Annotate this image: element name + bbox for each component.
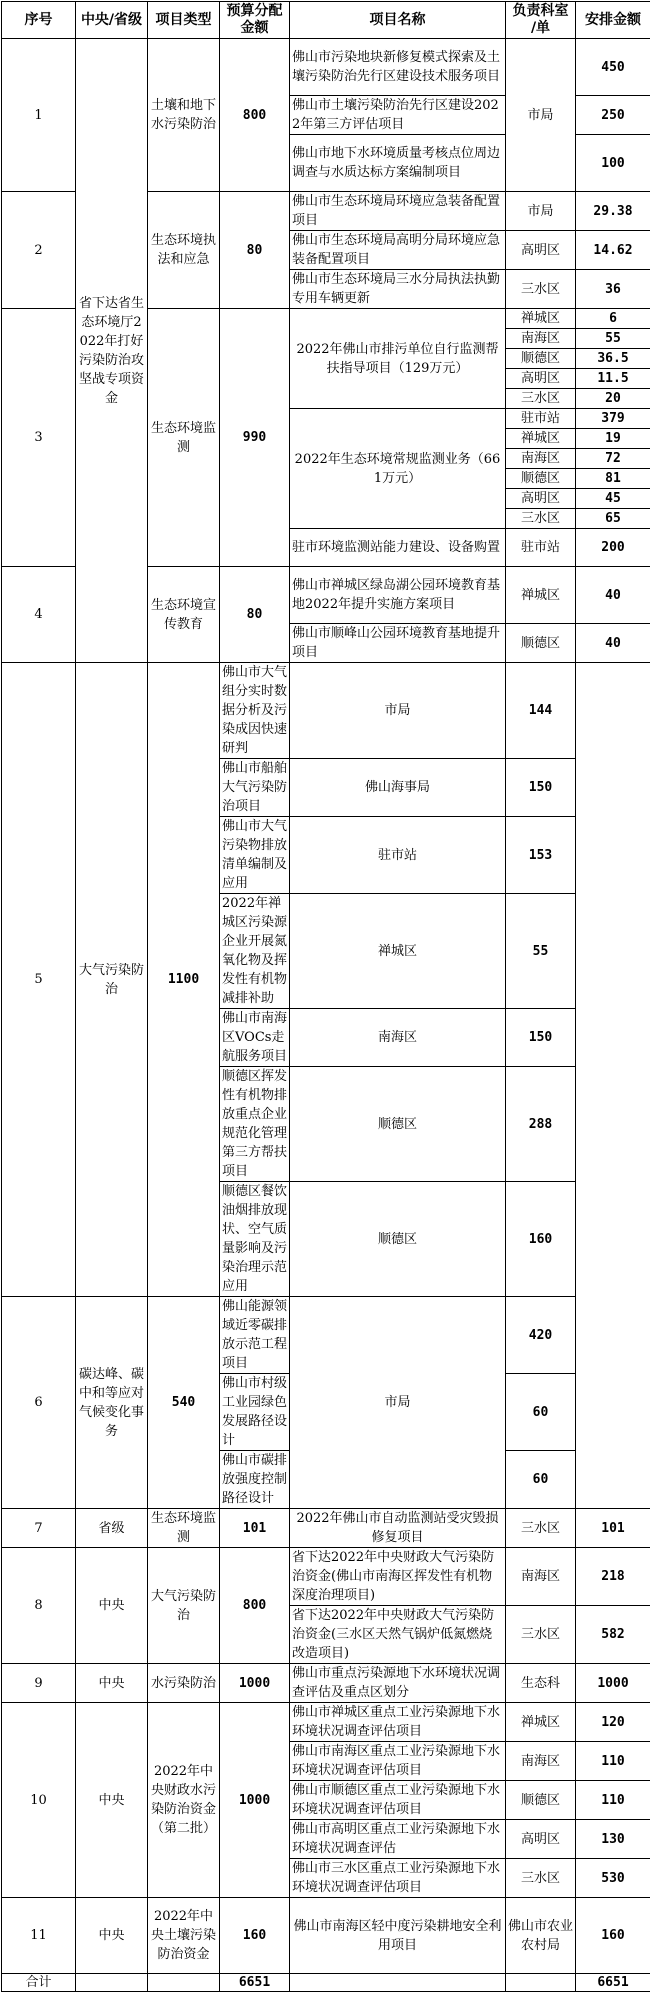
seq-cell: 2	[2, 192, 76, 309]
project-name: 2022年佛山市排污单位自行监测帮扶指导项目（129万元）	[290, 309, 506, 409]
seq-cell: 5	[2, 663, 76, 1297]
dept-cell: 驻市站	[290, 817, 506, 894]
dept-cell: 顺德区	[506, 624, 576, 663]
total-budget: 6651	[220, 1974, 290, 1992]
dept-cell: 顺德区	[290, 1182, 506, 1297]
amount-cell: 55	[506, 894, 576, 1009]
seq-cell: 6	[2, 1297, 76, 1509]
project-name: 省下达2022年中央财政大气污染防治资金(佛山市南海区挥发性有机物深度治理项目)	[290, 1548, 506, 1606]
seq-cell: 11	[2, 1898, 76, 1974]
dept-cell: 禅城区	[290, 894, 506, 1009]
project-name: 佛山市土壤污染防治先行区建设2022年第三方评估项目	[290, 96, 506, 135]
allocation-table	[1, 1, 650, 1992]
dept-cell: 生态科	[506, 1664, 576, 1703]
dept-cell: 南海区	[506, 329, 576, 349]
amount-cell: 530	[576, 1859, 650, 1898]
dept-cell: 禅城区	[506, 429, 576, 449]
project-name: 佛山市生态环境局环境应急装备配置项目	[290, 192, 506, 231]
seq-cell: 1	[2, 39, 76, 192]
table-row	[2, 1297, 650, 1374]
amount-cell: 150	[506, 1009, 576, 1067]
amount-cell: 160	[576, 1898, 650, 1974]
dept-cell: 高明区	[506, 489, 576, 509]
dept-cell: 驻市站	[506, 409, 576, 429]
total-empty-cell	[76, 1974, 148, 1992]
amount-cell: 144	[506, 663, 576, 759]
type-cell: 2022年中央土壤污染防治资金	[148, 1898, 220, 1974]
seq-cell: 7	[2, 1509, 76, 1548]
header-level: 中央/省级	[76, 2, 148, 39]
dept-cell: 三水区	[506, 1859, 576, 1898]
project-name: 佛山市顺德区重点工业污染源地下水环境状况调查评估项目	[290, 1781, 506, 1820]
project-name: 佛山市村级工业园绿色发展路径设计	[220, 1374, 290, 1451]
amount-cell: 36	[576, 270, 650, 309]
project-name: 佛山市污染地块新修复模式探索及土壤污染防治先行区建设技术服务项目	[290, 39, 506, 96]
total-empty-cell	[506, 1974, 576, 1992]
amount-cell: 6	[576, 309, 650, 329]
dept-cell: 顺德区	[506, 469, 576, 489]
header-amount: 安排金额	[576, 2, 650, 39]
header-row	[2, 2, 650, 39]
amount-cell: 19	[576, 429, 650, 449]
dept-cell: 市局	[290, 663, 506, 759]
dept-cell: 禅城区	[506, 1703, 576, 1742]
amount-cell: 110	[576, 1781, 650, 1820]
type-cell: 2022年中央财政水污染防治资金（第二批）	[148, 1703, 220, 1898]
amount-cell: 379	[576, 409, 650, 429]
dept-cell: 佛山市农业农村局	[506, 1898, 576, 1974]
project-name: 2022年生态环境常规监测业务（661万元）	[290, 409, 506, 529]
level-cell: 省级	[76, 1509, 148, 1548]
seq-cell: 9	[2, 1664, 76, 1703]
amount-cell: 20	[576, 389, 650, 409]
seq-cell: 3	[2, 309, 76, 567]
amount-cell: 153	[506, 817, 576, 894]
dept-cell: 顺德区	[506, 349, 576, 369]
table-row	[2, 1898, 650, 1974]
header-dept: 负责科室 /单	[506, 2, 576, 39]
dept-cell: 顺德区	[506, 1781, 576, 1820]
project-name: 佛山市禅城区绿岛湖公园环境教育基地2022年提升实施方案项目	[290, 567, 506, 624]
project-name: 佛山市生态环境局三水分局执法执勤专用车辆更新	[290, 270, 506, 309]
dept-cell: 南海区	[290, 1009, 506, 1067]
amount-cell: 60	[506, 1451, 576, 1509]
amount-cell: 81	[576, 469, 650, 489]
project-name: 佛山市禅城区重点工业污染源地下水环境状况调查评估项目	[290, 1703, 506, 1742]
amount-cell: 110	[576, 1742, 650, 1781]
dept-cell: 三水区	[506, 270, 576, 309]
table-row	[2, 1509, 650, 1548]
type-cell: 生态环境监测	[148, 1509, 220, 1548]
amount-cell: 450	[576, 39, 650, 96]
budget-cell: 160	[220, 1898, 290, 1974]
project-name: 2022年禅城区污染源企业开展氮氧化物及挥发性有机物减排补助	[220, 894, 290, 1009]
dept-cell: 三水区	[506, 1606, 576, 1664]
header-seq: 序号	[2, 2, 76, 39]
project-name: 省下达2022年中央财政大气污染防治资金(三水区天然气锅炉低氮燃烧改造项目)	[290, 1606, 506, 1664]
budget-cell: 80	[220, 192, 290, 309]
level-cell: 中央	[76, 1898, 148, 1974]
amount-cell: 40	[576, 624, 650, 663]
amount-cell: 130	[576, 1820, 650, 1859]
amount-cell: 45	[576, 489, 650, 509]
project-name: 佛山市南海区VOCs走航服务项目	[220, 1009, 290, 1067]
budget-cell: 990	[220, 309, 290, 567]
type-cell: 大气污染防治	[76, 663, 148, 1297]
project-name: 佛山市顺峰山公园环境教育基地提升项目	[290, 624, 506, 663]
total-empty-cell	[290, 1974, 506, 1992]
table-row	[2, 1664, 650, 1703]
dept-cell: 市局	[506, 192, 576, 231]
amount-cell: 65	[576, 509, 650, 529]
project-name: 顺德区餐饮油烟排放现状、空气质量影响及污染治理示范应用	[220, 1182, 290, 1297]
dept-cell: 三水区	[506, 389, 576, 409]
amount-cell: 582	[576, 1606, 650, 1664]
level-cell: 中央	[76, 1548, 148, 1664]
total-label: 合计	[2, 1974, 76, 1992]
budget-cell: 1000	[220, 1664, 290, 1703]
total-amount: 6651	[576, 1974, 650, 1992]
amount-cell: 100	[576, 135, 650, 192]
dept-cell: 高明区	[506, 231, 576, 270]
project-name: 佛山市重点污染源地下水环境状况调查评估及重点区划分	[290, 1664, 506, 1703]
level-cell: 中央	[76, 1703, 148, 1898]
type-cell: 大气污染防治	[148, 1548, 220, 1664]
type-cell: 水污染防治	[148, 1664, 220, 1703]
amount-cell: 420	[506, 1297, 576, 1374]
project-name: 2022年佛山市自动监测站受灾毁损修复项目	[290, 1509, 506, 1548]
dept-cell: 禅城区	[506, 309, 576, 329]
amount-cell: 1000	[576, 1664, 650, 1703]
dept-cell: 高明区	[506, 369, 576, 389]
budget-cell: 80	[220, 567, 290, 663]
dept-cell: 市局	[506, 39, 576, 192]
amount-cell: 120	[576, 1703, 650, 1742]
amount-cell: 218	[576, 1548, 650, 1606]
dept-cell: 高明区	[506, 1820, 576, 1859]
header-type: 项目类型	[148, 2, 220, 39]
type-cell: 生态环境宣传教育	[148, 567, 220, 663]
amount-cell: 60	[506, 1374, 576, 1451]
amount-cell: 14.62	[576, 231, 650, 270]
amount-cell: 11.5	[576, 369, 650, 389]
seq-cell: 8	[2, 1548, 76, 1664]
project-name: 佛山市生态环境局高明分局环境应急装备配置项目	[290, 231, 506, 270]
project-name: 佛山市大气组分实时数据分析及污染成因快速研判	[220, 663, 290, 759]
total-row	[2, 1974, 650, 1992]
amount-cell: 29.38	[576, 192, 650, 231]
type-cell: 生态环境监测	[148, 309, 220, 567]
project-name: 顺德区挥发性有机物排放重点企业规范化管理第三方帮扶项目	[220, 1067, 290, 1182]
seq-cell: 4	[2, 567, 76, 663]
project-name: 佛山市碳排放强度控制路径设计	[220, 1451, 290, 1509]
dept-cell: 三水区	[506, 509, 576, 529]
dept-cell: 佛山海事局	[290, 759, 506, 817]
dept-cell: 禅城区	[506, 567, 576, 624]
budget-cell: 540	[148, 1297, 220, 1509]
dept-cell: 南海区	[506, 1548, 576, 1606]
seq-cell: 10	[2, 1703, 76, 1898]
table-row	[2, 1703, 650, 1742]
amount-cell: 55	[576, 329, 650, 349]
table-row	[2, 1548, 650, 1606]
amount-cell: 150	[506, 759, 576, 817]
dept-cell: 南海区	[506, 449, 576, 469]
level-cell: 中央	[76, 1664, 148, 1703]
project-name: 佛山市南海区轻中度污染耕地安全利用项目	[290, 1898, 506, 1974]
type-cell: 碳达峰、碳中和等应对气候变化事务	[76, 1297, 148, 1509]
amount-cell: 101	[576, 1509, 650, 1548]
dept-cell: 南海区	[506, 1742, 576, 1781]
budget-cell: 101	[220, 1509, 290, 1548]
dept-cell: 顺德区	[290, 1067, 506, 1182]
budget-cell: 1000	[220, 1703, 290, 1898]
budget-cell: 800	[220, 39, 290, 192]
dept-cell: 三水区	[506, 1509, 576, 1548]
project-name: 佛山市南海区重点工业污染源地下水环境状况调查评估项目	[290, 1742, 506, 1781]
amount-cell: 72	[576, 449, 650, 469]
project-name: 佛山市地下水环境质量考核点位周边调查与水质达标方案编制项目	[290, 135, 506, 192]
amount-cell: 200	[576, 529, 650, 567]
type-cell: 生态环境执法和应急	[148, 192, 220, 309]
budget-cell: 1100	[148, 663, 220, 1297]
budget-cell: 800	[220, 1548, 290, 1664]
table-row	[2, 39, 650, 96]
dept-cell: 驻市站	[506, 529, 576, 567]
amount-cell: 40	[576, 567, 650, 624]
amount-cell: 250	[576, 96, 650, 135]
table-row	[2, 663, 650, 759]
header-budget: 预算分配金额	[220, 2, 290, 39]
project-name: 佛山市大气污染物排放清单编制及应用	[220, 817, 290, 894]
project-name: 佛山市船舶大气污染防治项目	[220, 759, 290, 817]
header-name: 项目名称	[290, 2, 506, 39]
total-empty-cell	[148, 1974, 220, 1992]
project-name: 佛山市高明区重点工业污染源地下水环境状况调查评估	[290, 1820, 506, 1859]
amount-cell: 160	[506, 1182, 576, 1297]
dept-cell: 市局	[290, 1297, 506, 1509]
amount-cell: 288	[506, 1067, 576, 1182]
project-name: 佛山能源领域近零碳排放示范工程项目	[220, 1297, 290, 1374]
level-cell: 省下达省生态环境厅2022年打好污染防治攻坚战专项资金	[76, 39, 148, 663]
type-cell: 土壤和地下水污染防治	[148, 39, 220, 192]
project-name: 驻市环境监测站能力建设、设备购置	[290, 529, 506, 567]
amount-cell: 36.5	[576, 349, 650, 369]
project-name: 佛山市三水区重点工业污染源地下水环境状况调查评估项目	[290, 1859, 506, 1898]
